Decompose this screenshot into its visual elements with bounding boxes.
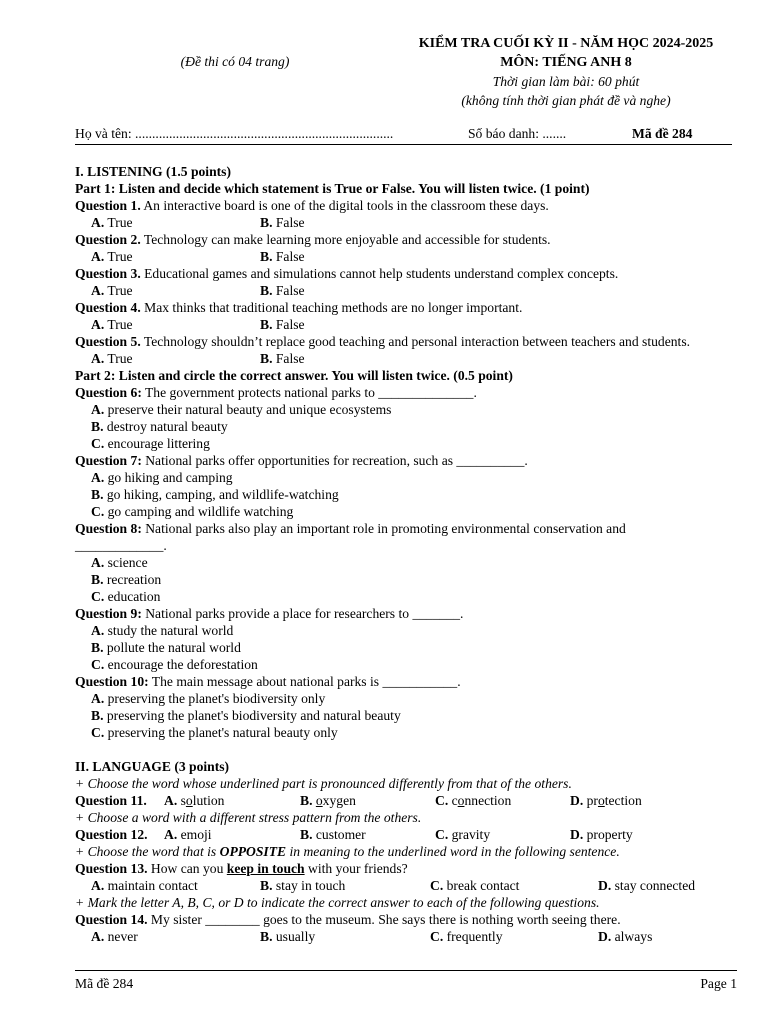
instruction-choose-answer: + Mark the letter A, B, C, or D to indicate the correct answer to each of the following questions. (75, 895, 600, 910)
question-text: The government protects national parks to ______________. (141, 385, 477, 400)
option-c[interactable]: C. connection (435, 793, 512, 808)
question-14-options (75, 928, 732, 945)
page-footer (75, 970, 737, 993)
question-13: Question 13. How can you keep in touch with your friends? (75, 861, 408, 876)
subject-title: MÔN: TIẾNG ANH 8 (500, 55, 632, 70)
option-b[interactable]: B. preserving the planet's biodiversity and natural beauty (91, 708, 401, 723)
section-language-title: II. LANGUAGE (3 points) (75, 759, 230, 774)
question-label: Question 9: (75, 606, 142, 621)
option-d[interactable]: D. stay connected (598, 878, 696, 893)
question-8 (75, 520, 732, 605)
question-text: An interactive board is one of the digital tools in the classroom these days. (140, 198, 549, 213)
question-6 (75, 384, 732, 452)
question-2 (75, 231, 732, 265)
true-false-options (75, 248, 732, 265)
option-c[interactable]: C. frequently (430, 929, 503, 944)
option-c[interactable]: C. break contact (430, 878, 520, 893)
question-label: Question 2. (75, 232, 141, 247)
option-a[interactable]: A. True (91, 249, 133, 264)
option-b[interactable]: B. usually (260, 929, 316, 944)
exam-header (380, 34, 752, 110)
time-note: (không tính thời gian phát đề và nghe) (461, 93, 671, 108)
option-a[interactable]: A. emoji (164, 827, 212, 842)
option-a[interactable]: A. preserve their natural beauty and unique ecosystems (91, 402, 392, 417)
option-a[interactable]: A. True (91, 351, 133, 366)
instruction-pronunciation: + Choose the word whose underlined part is pronounced differently from that of the others. (75, 776, 572, 791)
underlined-phrase: keep in touch (226, 861, 305, 876)
part2-title: Part 2: Listen and circle the correct answer. You will listen twice. (0.5 point) (75, 368, 513, 383)
option-c[interactable]: C. encourage littering (91, 436, 210, 451)
option-a[interactable]: A. go hiking and camping (91, 470, 233, 485)
question-7 (75, 452, 732, 520)
question-9 (75, 605, 732, 673)
option-a[interactable]: A. never (91, 929, 138, 944)
true-false-options (75, 350, 732, 367)
question-text: National parks offer opportunities for recreation, such as __________. (141, 453, 528, 468)
question-text: Educational games and simulations cannot help students understand complex concepts. (140, 266, 619, 281)
option-a[interactable]: A. True (91, 283, 133, 298)
option-a[interactable]: A. preserving the planet's biodiversity only (91, 691, 326, 706)
question-text: The main message about national parks is ___________. (148, 674, 461, 689)
option-c[interactable]: C. encourage the deforestation (91, 657, 258, 672)
exam-content (75, 163, 732, 945)
exam-title: KIỂM TRA CUỐI KỲ II - NĂM HỌC 2024-2025 (418, 36, 714, 51)
true-false-options (75, 214, 732, 231)
section-listening-title: I. LISTENING (1.5 points) (75, 164, 231, 179)
instruction-opposite: + Choose the word that is OPPOSITE in meaning to the underlined word in the following sentence. (75, 844, 620, 859)
option-c[interactable]: C. preserving the planet's natural beauty only (91, 725, 338, 740)
question-label: Question 4. (75, 300, 141, 315)
option-b[interactable]: B. stay in touch (260, 878, 346, 893)
question-text: Technology shouldn’t replace good teaching and personal interaction between teachers and students. (140, 334, 691, 349)
option-b[interactable]: B. customer (300, 827, 366, 842)
question-12 (75, 826, 732, 843)
option-b[interactable]: B. oxygen (300, 793, 356, 808)
question-label: Question 13. (75, 861, 148, 876)
page-number: Page 1 (700, 976, 737, 991)
candidate-number-label: Số báo danh: ....... (468, 126, 567, 141)
option-d[interactable]: D. always (598, 929, 653, 944)
option-a[interactable]: A. study the natural world (91, 623, 234, 638)
option-c[interactable]: C. go camping and wildlife watching (91, 504, 294, 519)
question-label: Question 5. (75, 334, 141, 349)
option-b[interactable]: B. False (260, 351, 305, 366)
option-a[interactable]: A. True (91, 215, 133, 230)
option-a[interactable]: A. True (91, 317, 133, 332)
option-b[interactable]: B. recreation (91, 572, 162, 587)
time-limit: Thời gian làm bài: 60 phút (492, 74, 640, 89)
option-b[interactable]: B. False (260, 317, 305, 332)
student-info-row (75, 125, 732, 145)
option-a[interactable]: A. solution (164, 793, 225, 808)
question-text: Max thinks that traditional teaching methods are no longer important. (140, 300, 523, 315)
question-text: Technology can make learning more enjoyable and accessible for students. (140, 232, 551, 247)
true-false-options (75, 316, 732, 333)
exam-code: Mã đề 284 (632, 126, 693, 141)
question-label: Question 8: (75, 521, 142, 536)
question-label: Question 3. (75, 266, 141, 281)
footer-exam-code: Mã đề 284 (75, 976, 134, 991)
question-label: Question 7: (75, 453, 142, 468)
true-false-options (75, 282, 732, 299)
question-11 (75, 792, 732, 809)
option-b[interactable]: B. False (260, 215, 305, 230)
question-label: Question 12. (75, 827, 148, 842)
question-label: Question 10: (75, 674, 149, 689)
question-text: National parks also play an important role in promoting environmental conservation and (141, 521, 626, 536)
question-text: National parks provide a place for researchers to _______. (141, 606, 464, 621)
option-b[interactable]: B. destroy natural beauty (91, 419, 228, 434)
option-a[interactable]: A. science (91, 555, 148, 570)
question-label: Question 11. (75, 793, 147, 808)
name-field-label: Họ và tên: ............................................................................ (75, 126, 394, 141)
pages-note: (Đề thi có 04 trang) (180, 54, 290, 69)
question-13-options (75, 877, 732, 894)
option-b[interactable]: B. pollute the natural world (91, 640, 241, 655)
question-label: Question 6: (75, 385, 142, 400)
question-14: Question 14. My sister ________ goes to the museum. She says there is nothing worth seeing there. (75, 912, 621, 927)
part1-title: Part 1: Listen and decide which statement is True or False. You will listen twice. (1 point) (75, 181, 590, 196)
option-b[interactable]: B. False (260, 249, 305, 264)
option-b[interactable]: B. go hiking, camping, and wildlife-watching (91, 487, 339, 502)
option-d[interactable]: D. property (570, 827, 633, 842)
question-4 (75, 299, 732, 333)
option-b[interactable]: B. False (260, 283, 305, 298)
question-1 (75, 197, 732, 231)
question-10 (75, 673, 732, 741)
option-d[interactable]: D. protection (570, 793, 642, 808)
answer-blank: _____________. (75, 538, 167, 553)
option-a[interactable]: A. maintain contact (91, 878, 198, 893)
question-label: Question 14. (75, 912, 148, 927)
option-c[interactable]: C. gravity (435, 827, 491, 842)
question-5 (75, 333, 732, 367)
option-c[interactable]: C. education (91, 589, 161, 604)
instruction-stress: + Choose a word with a different stress pattern from the others. (75, 810, 422, 825)
question-label: Question 1. (75, 198, 141, 213)
question-3 (75, 265, 732, 299)
